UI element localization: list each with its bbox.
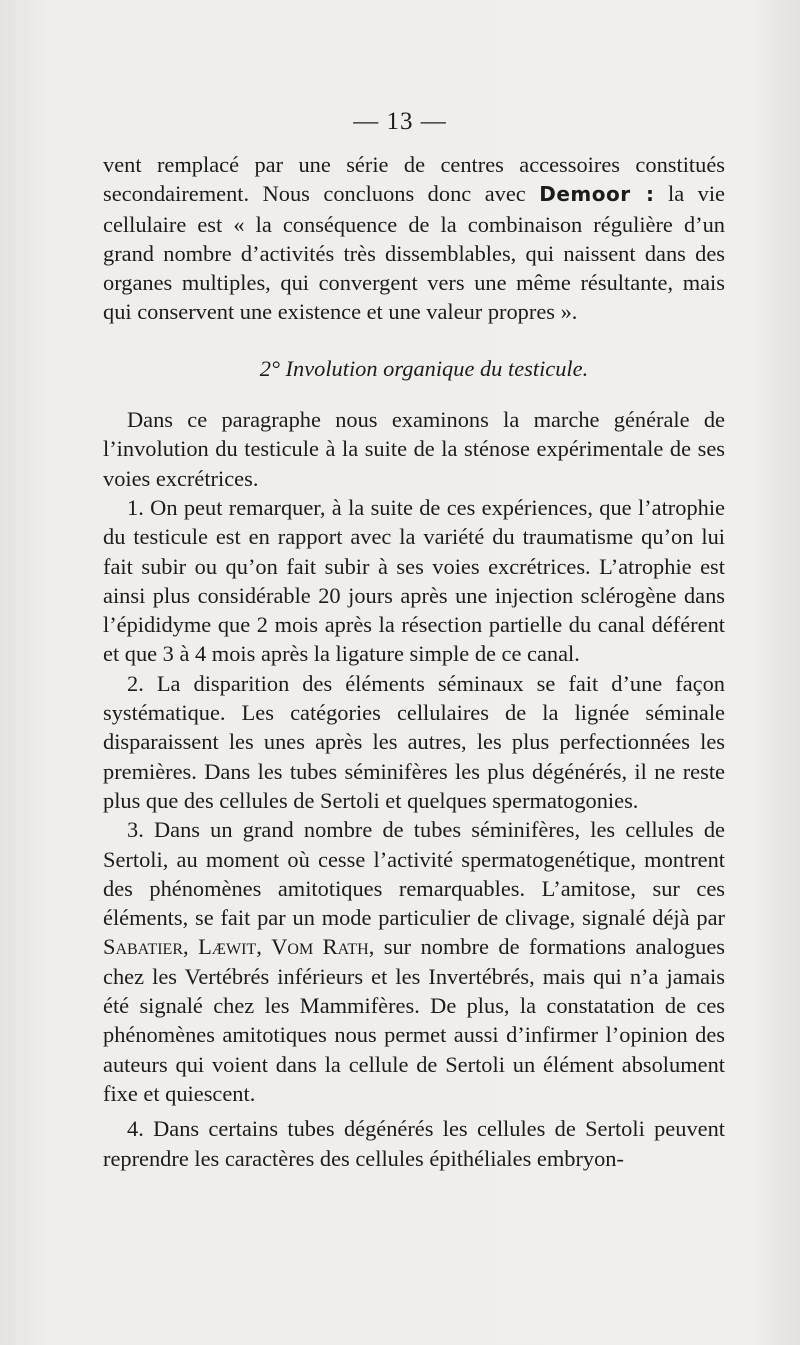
intro-paragraph: Dans ce paragraphe nous examinons la marche générale de l’involution du testicule à la suite de la sténose expérimentale de ses voies excrétrices. [103, 407, 725, 491]
author-vom-rath: Vom Rath [271, 934, 369, 960]
author-sabatier: Sabatier [103, 934, 184, 960]
numbered-item-2: 2. La disparition des éléments séminaux se fait d’une façon systématique. Les catégories cellulaires de la lignée séminale disparaissent les unes après les autres, les plus perfectionnées les premières. Dans les tubes séminifères les plus dégénérés, il ne reste plus que des cellules de Sertoli et quelques spermatogonies. [103, 670, 725, 813]
author-name-demoor: Demoor : [539, 182, 655, 207]
numbered-item-1: 1. On peut remarquer, à la suite de ces expériences, que l’atrophie du testicule est en rapport avec la variété du traumatisme qu’on lui fait subir ou qu’on fait subir à ses voies excrétrices. L’atrophie est ainsi plus considérable 20 jours après une injection sclérogène dans l’épididyme que 2 mois après la résection partielle du canal déférent et que 3 à 4 mois après la ligature simple de ce canal. [103, 494, 725, 667]
author-laewit: Læwit [198, 934, 257, 960]
body-text [103, 150, 725, 1173]
numbered-item-3: 3. Dans un grand nombre de tubes séminifères, les cellules de Sertoli, au moment où cesse l’activité spermatogenétique, montrent des phénomènes amitotiques remarquables. L’amitose, sur ces éléments, se fait par un mode particulier de clivage, signalé déjà par Sabatier, Læwit, Vom Rath, sur nombre de formations analogues chez les Vertébrés inférieurs et les Invertébrés, mais qui n’a jamais été signalé chez les Mammifères. De plus, la constatation de ces phénomènes amitotiques nous permet aussi d’infirmer l’opinion des auteurs qui voient dans la cellule de Sertoli un élément absolument fixe et quiescent. [103, 817, 725, 1106]
section-heading: 2° Involution organique du testicule. [259, 355, 589, 381]
paragraph-continuation: vent remplacé par une série de centres accessoires constitués secondairement. Nous concluons donc avec Demoor : la vie cellulaire est « la conséquence de la combinaison régulière d’un grand nombre d’activités très dissemblables, qui naissent dans des organes multiples, qui convergent vers une même résultante, mais qui conservent une existence et une valeur propres ». [103, 152, 725, 325]
page-number-header: — 13 — [353, 108, 447, 135]
numbered-item-4: 4. Dans certains tubes dégénérés les cellules de Sertoli peuvent reprendre les caractères des cellules épithéliales embryon- [103, 1116, 725, 1171]
